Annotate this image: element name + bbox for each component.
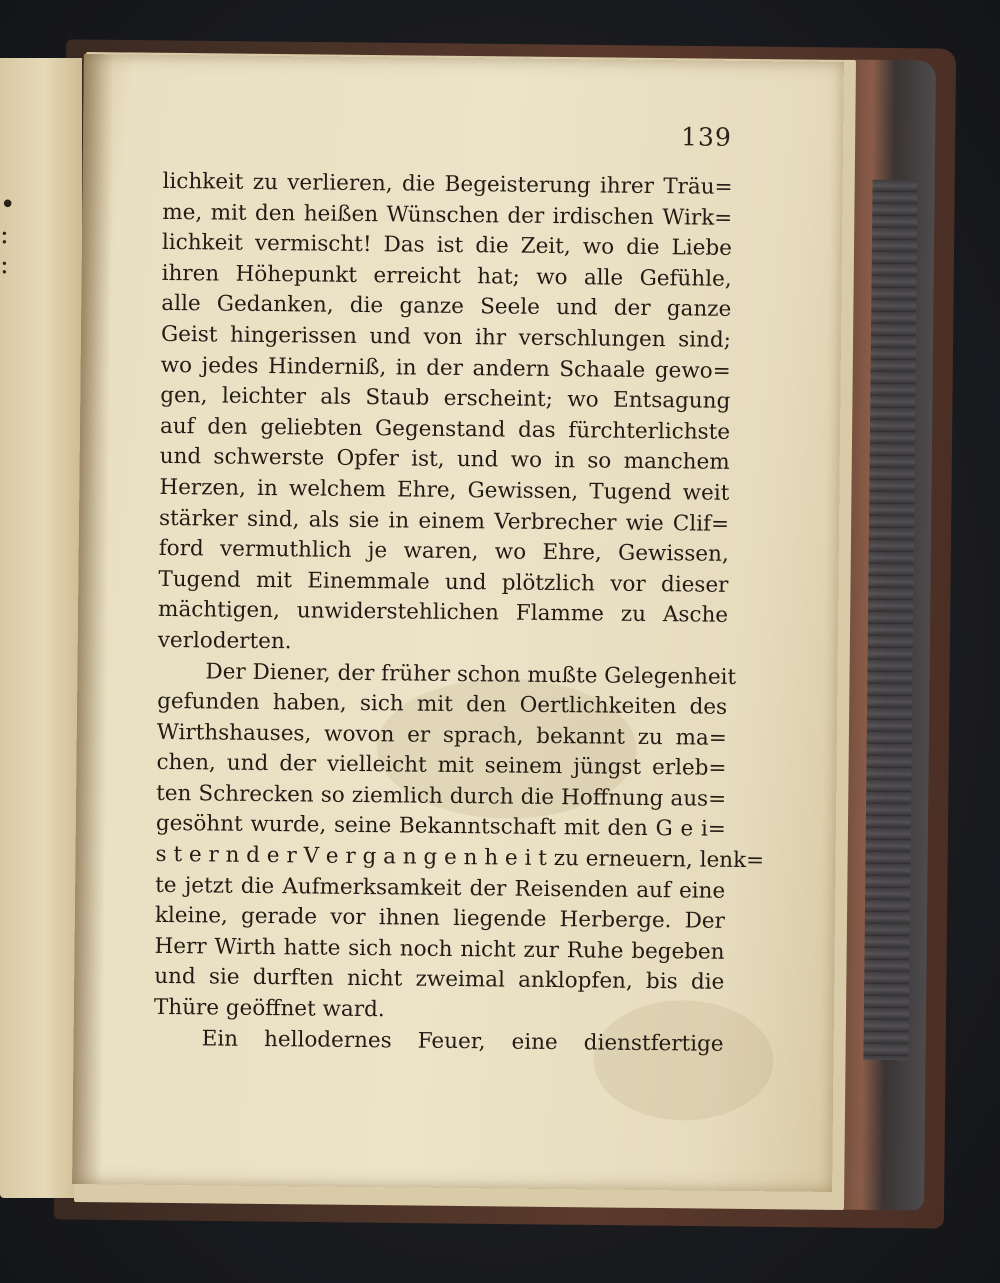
page-number: 139 <box>680 122 732 152</box>
text-line: Der Diener, der früher schon mußte Gelegenheit <box>205 658 737 690</box>
left-page-marks: • : : <box>0 190 16 280</box>
text-line: lichkeit vermischt! Das ist die Zeit, wo die Liebe <box>161 230 733 262</box>
text-line: Wirthshauses, wovon er sprach, bekannt zu ma= <box>156 719 727 751</box>
text-line: alle Gedanken, die ganze Seele und der ganze <box>161 291 732 323</box>
text-line: Tugend mit Einemmale und plötzlich vor dieser <box>158 566 729 598</box>
text-line: Thüre geöffnet ward. <box>153 994 385 1023</box>
text-line: ford vermuthlich je waren, wo Ehre, Gewissen, <box>158 535 729 567</box>
text-line: ten Schrecken so ziemlich durch die Hoffnung aus= <box>156 780 727 812</box>
text-line: te jetzt die Aufmerksamkeit der Reisenden auf eine <box>155 872 726 904</box>
text-line: stärker sind, als sie in einem Verbrecher wie Clif= <box>158 505 730 537</box>
cover-cloth-spine <box>863 180 917 1060</box>
text-line: und sie durften nicht zweimal anklopfen, bis die <box>154 964 725 996</box>
text-line: Herr Wirth hatte sich noch nicht zur Ruhe begeben <box>154 933 725 965</box>
text-line: chen, und der vielleicht mit seinem jüngst erleb= <box>156 750 727 782</box>
text-line: wo jedes Hinderniß, in der andern Schaale gewo= <box>160 352 731 384</box>
text-line: und schwerste Opfer ist, und wo in so manchem <box>159 444 730 476</box>
text-line: gefunden haben, sich mit den Oertlichkeiten des <box>157 688 728 720</box>
text-line: Geist hingerissen und von ihr verschlungen sind; <box>160 321 732 353</box>
text-line: me, mit den heißen Wünschen der irdischen Wirk= <box>162 199 733 231</box>
text-line: gen, leichter als Staub erscheint; wo Entsagung <box>160 383 731 414</box>
body-text <box>153 167 765 1060</box>
text-line: mächtigen, unwiderstehlichen Flamme zu Asche <box>157 597 729 629</box>
text-line: ihren Höhepunkt erreicht hat; wo alle Gefühle, <box>161 260 732 292</box>
text-line: kleine, gerade vor ihnen liegende Herberge. Der <box>154 903 726 935</box>
text-line: verloderten. <box>157 627 292 655</box>
book-page <box>72 54 844 1192</box>
text-line: Herzen, in welchem Ehre, Gewissen, Tugend weit <box>159 474 730 506</box>
text-line: Ein hellodernes Feuer, eine dienstfertige <box>201 1025 724 1057</box>
text-line: auf den geliebten Gegenstand das fürchterlichste <box>159 413 731 445</box>
text-line: gesöhnt wurde, seine Bekanntschaft mit den G e i= <box>155 811 726 843</box>
text-line: lichkeit zu verlieren, die Begeisterung ihrer Träu= <box>162 168 733 200</box>
text-line: s t e r n d e r V e r g a n g e n h e i t zu erneuern, lenk= <box>155 841 765 874</box>
